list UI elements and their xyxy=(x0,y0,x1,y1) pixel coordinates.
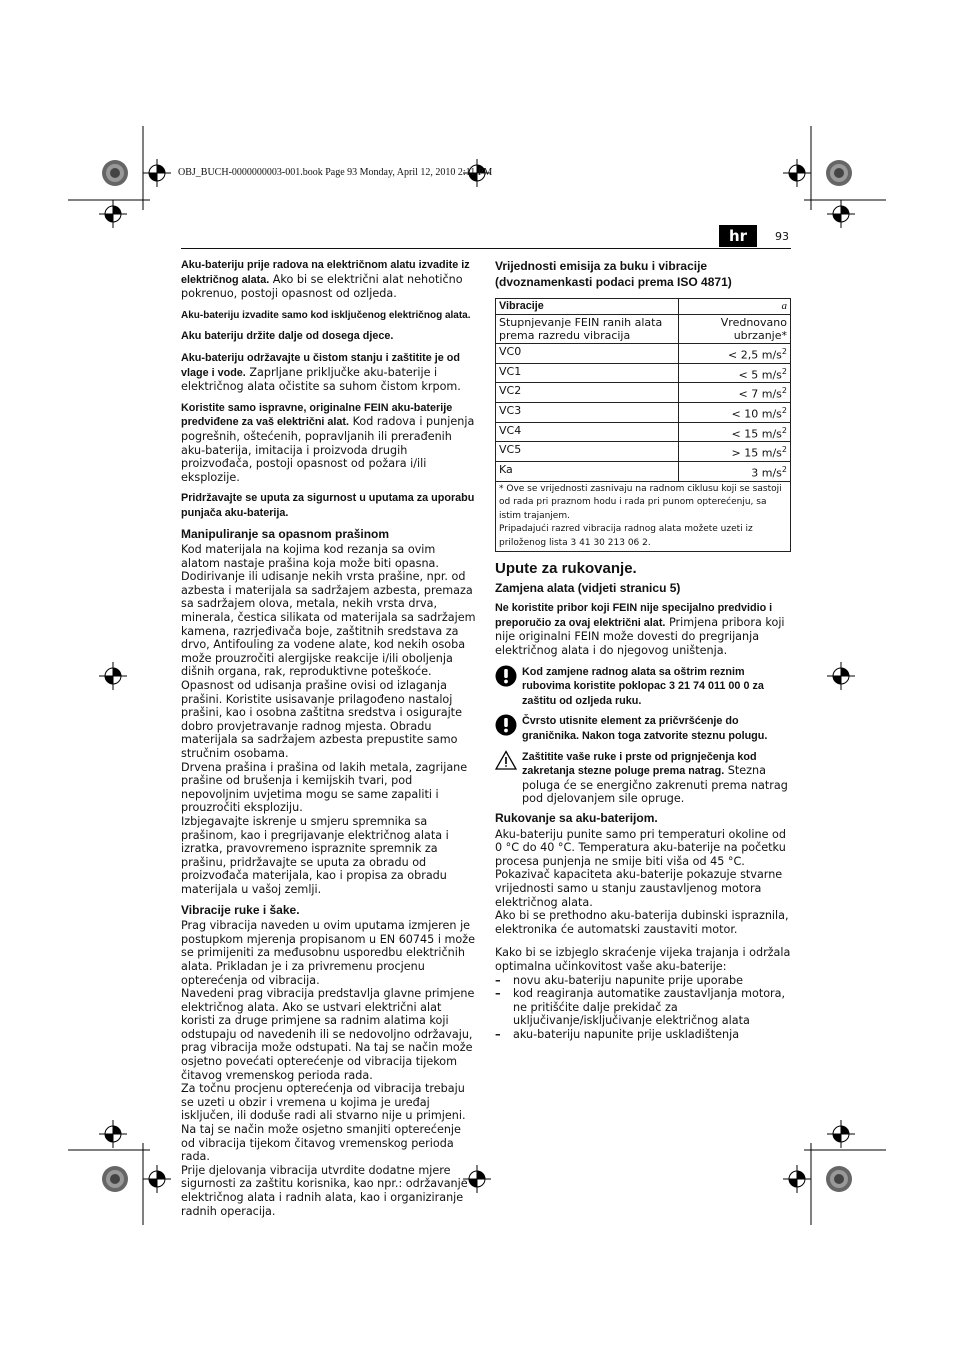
list-item xyxy=(495,987,791,1028)
vibration-table xyxy=(495,298,791,552)
para-remove-battery: Aku-bateriju prije radova na električnom alatu izvadite iz električnog alata. Ako bi se električni alat nehotično pokrenuo, postoji opasnost od ozljeda. xyxy=(181,259,470,301)
para-children: Aku bateriju držite dalje od dosega djece. xyxy=(181,330,394,343)
heading-vibration: Vibracije ruke i šake. xyxy=(181,902,300,917)
table-cell-class: VC2 xyxy=(496,383,679,403)
table-cell-class: VC1 xyxy=(496,363,679,383)
table-note xyxy=(496,481,791,552)
table-row xyxy=(496,363,791,383)
table-row xyxy=(496,422,791,442)
heading-dust: Manipuliranje sa opasnom prašinom xyxy=(181,526,390,541)
table-cell-class: VC4 xyxy=(496,422,679,442)
heading-upute: Upute za rukovanje. xyxy=(495,560,637,578)
vibration-text: Prag vibracija naveden u ovim uputama izmjeren je postupkom mjerenja propisanom u EN 60745 i može se primijeniti za međusobnu usporedbu električnih alata. Prikladan je i za privremenu procjenu opterećenja od vibracija. Navedeni prag vibracija predstavlja glavne primjene električnog alata. Ako se ustvari električni alat koristi za druge primjene sa radnim alatima koji odstupaju od navedenih ili se nedovoljno održavaju, prag vibracija može odstupati. Na taj se način može osjetno povećati opterećenje od vibracija tijekom čitavog vremenskog perioda rada. Za točnu procjenu opterećenja od vibracija trebaju se uzeti u obzir i vremena u kojima je uređaj isključen, ili doduše radi ali stvarno nije u primjeni. Na taj se način može osjetno smanjiti opterećenje od vibracija tijekom čitavog vremenskog perioda rada. Prije djelovanja vibracija utvrdite dodatne mjere sigurnosti za zaštitu korisnika, kao npr.: održavanje električnog alata i radnih alata, kao i organiziranje radnih operacija. xyxy=(181,919,475,1218)
aku-bullet-list xyxy=(495,974,791,1042)
table-cell-value: < 5 $m/s^2$ xyxy=(678,363,790,383)
dash-bullet: – xyxy=(495,1027,501,1041)
para-original: Koristite samo ispravne, originalne FEIN aku-baterije predviđene za vaš električni alat. Kod radova i punjenja pogrešnih, oštećenih, popravljanih ili prerađenih aku-baterija, imitacija i proizvoda drugih proizvođača, postoji opasnost od požara i/ili eksplozije. xyxy=(181,401,475,484)
table-note-row xyxy=(496,481,791,552)
exclamation-circle-icon xyxy=(495,714,517,736)
heading-aku: Rukovanje sa aku-baterijom. xyxy=(495,811,658,825)
table-cell-value: < 2,5 $m/s^2$ xyxy=(678,344,790,364)
table-row xyxy=(496,383,791,403)
heading-zamjena: Zamjena alata (vidjeti stranicu 5) xyxy=(495,580,681,595)
table-note-1: * Ove se vrijednosti zasnivaju na radnom ciklusu koji se sastoji od rada pri praznom hodu i rada pri punom opterećenju, sa istim trajanjem. xyxy=(499,483,782,521)
table-head-right: a xyxy=(678,299,790,315)
table-cell-value: 3 $m/s^2$ xyxy=(678,461,790,481)
dust-text: Kod materijala na kojima kod rezanja sa ovim alatom nastaje prašina koja može biti opasna. Dodirivanje ili udisanje nekih vrsta prašine, npr. od azbesta i materijala sa sadržajem azbesta, premaza sa sadržajem olova, metala, nekih vrsta drva, minerala, čestica silikata od materijala sa sadržajem kamena, razrjeđivača boje, zaštitnih sredstava za drvo, Antifouling za vodene alate, kod nekih osoba može prouzročiti alergijske reakcije i/ili oboljenja dišnih organa, rak, reproduktivne poteškoće. Opasnost od udisanja prašine ovisi od izlaganja prašini. Koristite usisavanje prilagođeno nastaloj prašini, kao i osobna zaštitna sredstva i osigurajte dobro provjetravanje radnog mjesta. Obradu materijala sa sadržajem azbesta prepustite samo stručnim osobama. Drvena prašina i prašina od lakih metala, zagrijane prašine od brušenja i kemijskih tvari, pod nepovoljnim uvjetima mogu se same zapaliti i prouzročiti eksploziju. Izbjegavajte iskrenje u smjeru spremnika sa prašinom, kao i pregrijavanje električnog alata i izratka, pravovremeno ispraznite spremnik za prašinu, pridržavajte se uputa za obradu od proizvođača materijala, kao i propisa za obradu materijala u vašoj zemlji. xyxy=(181,543,476,896)
table-rows xyxy=(496,344,791,482)
table-row xyxy=(496,461,791,481)
language-badge: hr xyxy=(719,225,757,247)
left-column xyxy=(181,258,477,1218)
file-header-line: OBJ_BUCH-0000000003-001.book Page 93 Monday, April 12, 2010 2:11 PM xyxy=(178,167,493,178)
list-item-text: kod reagiranja automatike zaustavljanja motora, ne pritišćite dalje prekidač za uključivanje/isključivanje električnog alata xyxy=(513,987,786,1028)
right-column xyxy=(495,258,791,1042)
table-cell-class: VC5 xyxy=(496,442,679,462)
table-note-2: Pripadajući razred vibracija radnog alata možete uzeti iz priloženog lista 3 41 30 213 06 2. xyxy=(499,524,753,548)
page-number: 93 xyxy=(775,230,789,243)
dash-bullet: – xyxy=(495,987,501,1001)
table-cell-class: VC0 xyxy=(496,344,679,364)
heading-emission: Vrijednosti emisija za buku i vibracije (dvoznamenkasti podaci prema ISO 4871) xyxy=(495,259,732,289)
table-cell-value: < 7 $m/s^2$ xyxy=(678,383,790,403)
table-cell-class: VC3 xyxy=(496,402,679,422)
warning-cover: Kod zamjene radnog alata sa oštrim reznim rubovima koristite poklopac 3 21 74 011 00 0 za zaštitu od ozljeda ruku. xyxy=(495,665,791,709)
list-item xyxy=(495,974,791,988)
table-cell-value: < 10 $m/s^2$ xyxy=(678,402,790,422)
table-head-row xyxy=(496,299,791,315)
table-sub-right: Vrednovano ubrzanje* xyxy=(678,315,790,344)
para-remove-off: Aku-bateriju izvadite samo kod isključenog električnog alata. xyxy=(181,309,471,321)
para-clean: Aku-bateriju održavajte u čistom stanju i zaštitite je od vlage i vode. Zaprljane priključke aku-baterije i električnog alata očistite sa suhom čistom krpom. xyxy=(181,351,461,394)
table-cell-class: Ka xyxy=(496,461,679,481)
warning-triangle-icon xyxy=(495,750,517,770)
table-cell-value: < 15 $m/s^2$ xyxy=(678,422,790,442)
aku-intro: Kako bi se izbjeglo skraćenje vijeka trajanja i održala optimalna učinkovitost vaše aku-baterije: xyxy=(495,946,791,973)
para-charger: Pridržavajte se uputa za sigurnost u uputama za uporabu punjača aku-baterija. xyxy=(181,492,475,519)
table-sub-left: Stupnjevanje FEIN ranih alata prema razredu vibracija xyxy=(496,315,679,344)
table-sub-row xyxy=(496,315,791,344)
table-row xyxy=(496,442,791,462)
list-item-text: novu aku-bateriju napunite prije uporabe xyxy=(513,973,744,987)
aku-text: Aku-bateriju punite samo pri temperaturi okoline od 0 °C do 40 °C. Temperatura aku-baterije na početku procesa punjenja ne smije biti viša od 45 °C. Pokazivač kapaciteta aku-baterije pokazuje stvarne vrijednosti samo u stanju zaustavljenog motora električnog alata. Ako bi se prethodno aku-baterija dubinski ispraznila, elektronika će automatski zaustaviti motor. xyxy=(495,827,789,936)
dash-bullet: – xyxy=(495,973,501,987)
exclamation-circle-icon xyxy=(495,665,517,687)
warning-crush: Zaštitite vaše ruke i prste od prignječenja kod zakretanja stezne poluge prema natrag. Stezna poluga će se energično zakrenuti prema natrag pod djelovanjem sile opruge. xyxy=(495,750,791,806)
warning-press: Čvrsto utisnite element za pričvršćenje do graničnika. Nakon toga zatvorite steznu polugu. xyxy=(495,714,791,743)
para-accessory: Ne koristite pribor koji FEIN nije specijalno predvidio i preporučio za ovaj električni alat. Primjena pribora koji nije originalni FEIN može dovesti do pregrijanja električnog alata i do njegovog uništenja. xyxy=(495,602,785,658)
table-row xyxy=(496,402,791,422)
table-head-left: Vibracije xyxy=(496,299,679,315)
table-cell-value: > 15 $m/s^2$ xyxy=(678,442,790,462)
header-rule xyxy=(181,248,791,249)
table-row xyxy=(496,344,791,364)
list-item-text: aku-bateriju napunite prije uskladištenja xyxy=(513,1027,740,1041)
list-item xyxy=(495,1028,791,1042)
